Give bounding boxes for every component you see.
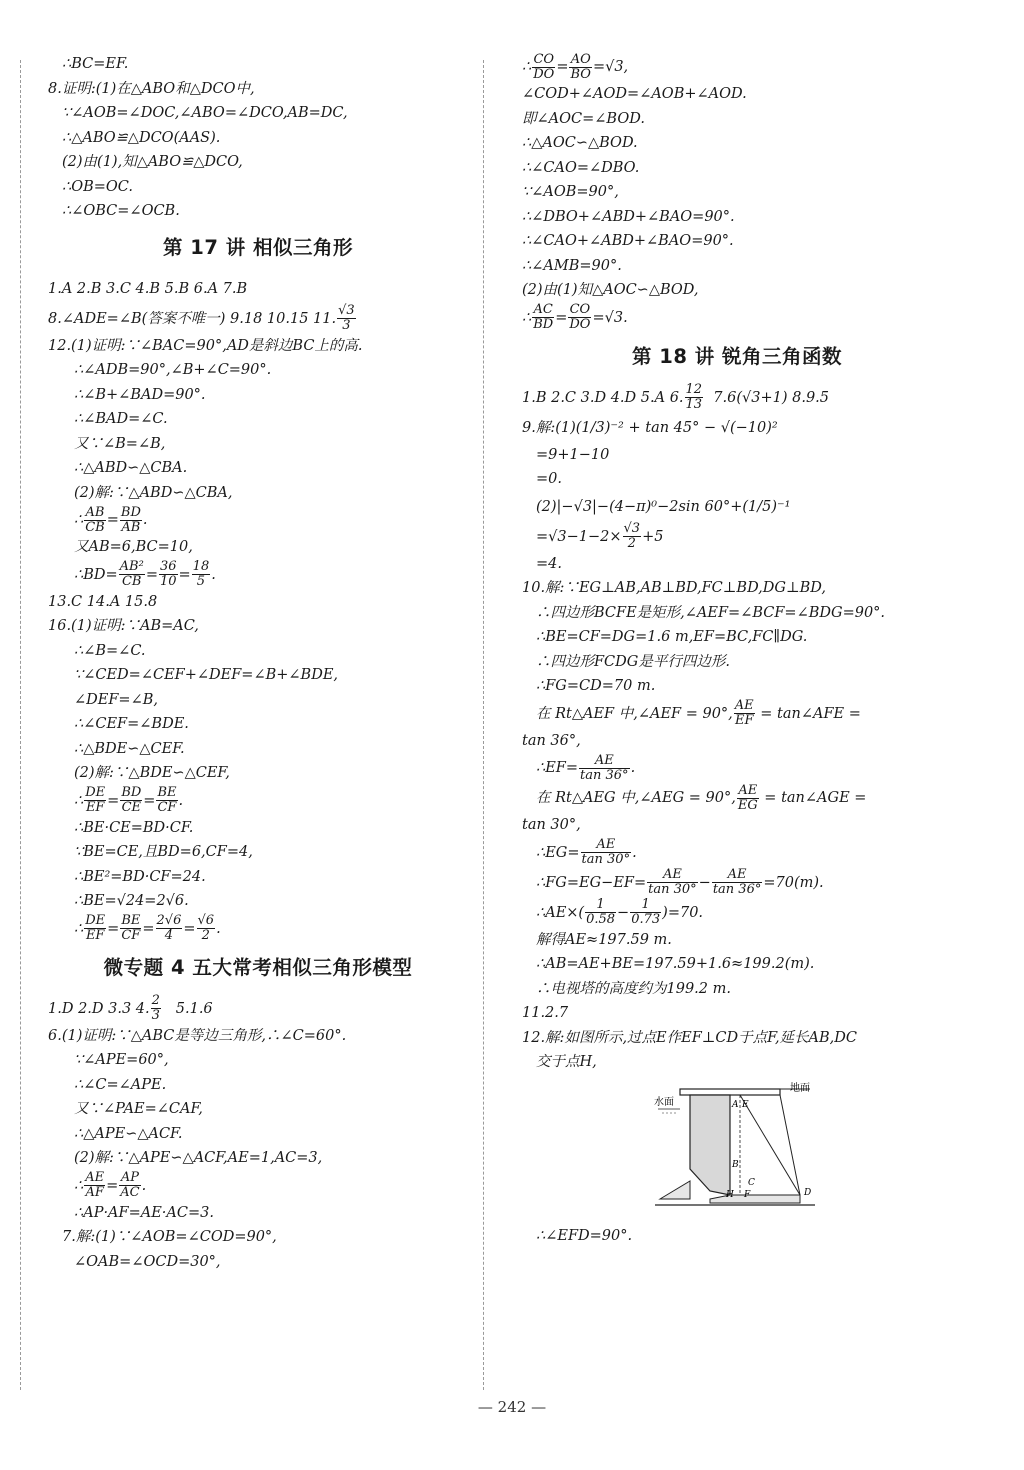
denominator: EG [737, 797, 758, 813]
text-line: tan 30°, [522, 817, 581, 833]
numerator: AE [734, 698, 754, 713]
fraction [623, 522, 642, 551]
text-line: ∴∠B+∠BAD=90°. [74, 386, 206, 403]
fraction [84, 1171, 105, 1200]
numerator: AE [579, 754, 630, 769]
dam-body [690, 1095, 730, 1195]
numerator: AC [533, 302, 553, 317]
denominator: 13 [685, 397, 703, 412]
denominator: DO [569, 317, 591, 332]
denominator: tan 36° [580, 767, 629, 783]
denominator: AC [120, 1185, 140, 1200]
text: . [632, 844, 637, 861]
numerator: CO [533, 51, 555, 67]
denominator: 5 [196, 574, 206, 589]
text-line: ∴FG=CD=70 m. [536, 678, 656, 694]
text: 在 Rt△AEG 中,∠AEG = 90°, [536, 790, 736, 806]
fraction [337, 304, 356, 333]
text-line: ∴BE=CF=DG=1.6 m,EF=BC,FC∥DG. [536, 629, 808, 645]
text: ∴AE×( [536, 904, 585, 921]
denominator: EF [734, 713, 754, 728]
text-line: 10.解:∵EG⊥AB,AB⊥BD,FC⊥BD,DG⊥BD, [522, 580, 827, 596]
text: ∴BD= [74, 566, 118, 583]
text-line: ∴∠DBO+∠ABD+∠BAO=90°. [522, 208, 735, 225]
text-line: 又∵∠B=∠B, [74, 435, 166, 452]
numerator: CO [569, 302, 591, 317]
text-line: ∴∠OBC=∠OCB. [62, 203, 180, 219]
section-title-w4: 微专题 4 五大常考相似三角形模型 [103, 955, 413, 979]
fraction [151, 994, 161, 1023]
text-line: ∴BC=EF. [62, 56, 129, 72]
text: =√3−1−2× [536, 528, 622, 545]
ratio-line: ∴ $\frac{DE}{EF}$ = $\frac{BE}{CF}$ = $\frac{2√6}{4}$ = $\frac{√6}{2}$ . [74, 913, 221, 943]
point-label: E [742, 1099, 749, 1110]
text-line: (2)解:∵△ABD∽△CBA, [74, 484, 233, 501]
ratio-line: ∴BD= $\frac{\text{AB²}}{CB}$ = $\frac{36}{10}$ = $\frac{18}{5}$ . [74, 559, 216, 589]
text-line: ∵∠AOB=90°, [522, 184, 619, 200]
denominator: tan 36° [712, 882, 762, 897]
text-line: ∴∠CAO+∠ABD+∠BAO=90°. [522, 233, 734, 249]
ratio-line: ∴ $\frac{DE}{EF}$ = $\frac{BD}{CE}$ = $\frac{BE}{CF}$ . [74, 785, 184, 815]
text-line: ∴△AOC∽△BOD. [522, 135, 638, 151]
dam-figure [650, 1081, 830, 1216]
text-line: ∵∠APE=60°, [74, 1052, 169, 1068]
fraction [647, 868, 698, 897]
denominator: 2 [201, 928, 210, 943]
point-label: H [726, 1189, 734, 1200]
section-title-17: 第 17 讲 相似三角形 [162, 235, 353, 259]
text-line: ∴OB=OC. [62, 178, 133, 195]
fraction [630, 898, 661, 927]
text-line: 9.解:(1)(1/3)⁻² + tan 45° − √(−10)² [522, 419, 778, 436]
text: =√3. [592, 309, 628, 326]
ratio-line: ∴ $\frac{AE}{AF}$ = $\frac{AP}{AC}$ . [74, 1170, 147, 1200]
denominator: 2 [627, 536, 636, 551]
numerator: 36 [159, 559, 177, 574]
point-label: A [732, 1099, 739, 1110]
numerator: BE [121, 913, 141, 928]
text-line: (2)由(1),知△ABO≌△DCO, [62, 154, 243, 170]
choice-answers [48, 994, 468, 1024]
text-line: (2)解:∵△APE∽△ACF,AE=1,AC=3, [74, 1150, 323, 1166]
text-line: ∴∠CEF=∠BDE. [74, 716, 189, 732]
denominator: CF [157, 800, 177, 815]
text-line: ∴四边形FCDG是平行四边形. [536, 653, 730, 670]
fraction [84, 914, 106, 943]
text: 7.6(√3+1) 8.9.5 [713, 389, 830, 406]
numerator: AE [738, 782, 758, 798]
text: 1.B 2.C 3.D 4.D 5.A 6. [522, 389, 684, 406]
choice-answers: 1.A 2.B 3.C 4.B 5.B 6.A 7.B [48, 280, 248, 297]
text-line: ∴∠EFD=90°. [536, 1227, 633, 1244]
fraction [579, 754, 630, 783]
denominator: 0.73 [631, 912, 661, 927]
page-number: — 242 — [477, 1398, 547, 1416]
text-line: 13.C 14.A 15.8 [48, 593, 158, 610]
numerator: AO [570, 51, 591, 67]
fraction [192, 560, 211, 589]
text-line: ∴△APE∽△ACF. [74, 1125, 183, 1142]
text-line: 12.(1)证明:∵∠BAC=90°,AD是斜边BC上的高. [48, 337, 363, 354]
denominator: CB [121, 574, 142, 589]
text: ∴FG=EG−EF= [536, 874, 647, 891]
text-line: (2)|−√3|−(4−π)⁰−2sin 60°+(1/5)⁻¹ [536, 498, 791, 515]
numerator: BD [120, 504, 141, 520]
text: . [630, 760, 636, 776]
fraction [568, 303, 591, 332]
text-line: 12.解:如图所示,过点E作EF⊥CD于点F,延长AB,DC [522, 1029, 858, 1046]
ratio-line: ∴ $\frac{AC}{BD}$ = $\frac{CO}{DO}$ =√3. [522, 302, 628, 332]
text-line: 16.(1)证明:∵AB=AC, [48, 618, 199, 634]
text-line: ∵∠CED=∠CEF+∠DEF=∠B+∠BDE, [74, 667, 339, 683]
section-title-18: 第 18 讲 锐角三角函数 [631, 344, 842, 368]
text-line: ∴∠ADB=90°,∠B+∠C=90°. [74, 362, 272, 378]
text-line: 交于点H, [536, 1054, 597, 1070]
fraction [569, 53, 591, 82]
fraction [532, 303, 554, 332]
text-line: 解得AE≈197.59 m. [536, 931, 672, 948]
text-line: ∴∠B=∠C. [74, 642, 146, 659]
text-line: 7.解:(1)∵∠AOB=∠COD=90°, [62, 1229, 277, 1245]
numerator: √6 [197, 913, 215, 928]
fraction [685, 383, 704, 412]
fraction [159, 560, 178, 589]
numerator: 2 [151, 993, 160, 1008]
point-label: F [744, 1189, 751, 1200]
text-line: ∠COD+∠AOD=∠AOB+∠AOD. [522, 86, 747, 102]
ratio-line [522, 699, 952, 729]
text-line: ∴AP·AF=AE·AC=3. [74, 1204, 214, 1221]
text: = tan∠AFE = [755, 705, 861, 722]
text-line: ∴BE·CE=BD·CF. [74, 819, 194, 836]
ratio-line [522, 753, 952, 783]
text-line: ∴AB=AE+BE=197.59+1.6≈199.2(m). [536, 956, 815, 972]
point-label: B [732, 1159, 739, 1170]
left-slope [660, 1181, 690, 1199]
fraction [532, 53, 555, 82]
text-line: ∴∠BAD=∠C. [74, 411, 168, 427]
text: 8.∠ADE=∠B(答案不唯一) 9.18 10.15 11. [48, 310, 337, 327]
numerator: AE [581, 838, 632, 853]
numerator: DE [85, 785, 106, 800]
text-line: ∠DEF=∠B, [74, 691, 158, 708]
fraction [120, 914, 141, 943]
text-line: 6.(1)证明:∵△ABC是等边三角形,∴∠C=60°. [48, 1027, 347, 1044]
top-beam [680, 1089, 780, 1095]
text-line: =0. [536, 471, 562, 487]
right-column [522, 52, 952, 1248]
denominator: 3 [342, 318, 351, 333]
text: =√3, [592, 59, 629, 75]
left-margin-rule [20, 60, 21, 1390]
numerator: AP [120, 1170, 140, 1185]
fraction [120, 786, 142, 815]
numerator: AE [647, 868, 698, 883]
denominator: 10 [159, 574, 177, 589]
text: +5 [642, 528, 664, 545]
numerator: 1 [585, 898, 616, 913]
fraction [197, 914, 216, 943]
fraction [737, 784, 759, 813]
numerator: 18 [192, 559, 210, 574]
ratio-line: ∴AE×( $\frac{1}{0.58}$ − $\frac{1}{0.73}$ )=70. [536, 897, 704, 927]
fraction [156, 786, 177, 815]
ground-label: 地面 [790, 1082, 810, 1094]
text-line: ∴电视塔的高度约为199.2 m. [536, 980, 731, 997]
point-label: D [804, 1187, 812, 1198]
text-line: ∴∠CAO=∠DBO. [522, 159, 640, 176]
numerator: AE [85, 1170, 105, 1185]
numerator: √3 [623, 521, 641, 536]
denominator: CB [85, 519, 105, 535]
ratio-line [522, 783, 952, 813]
ratio-line: ∴FG=EG−EF= $\frac{AE}{\tan 30^\circ}$ − $\frac{AE}{\tan 36^\circ}$ =70(m). [536, 867, 824, 897]
denominator: 0.58 [586, 912, 616, 927]
denominator: BO [570, 66, 591, 82]
ratio-line [522, 838, 952, 868]
base-slab [710, 1195, 800, 1203]
water-label: 水面 [654, 1096, 674, 1108]
choice-answers [522, 383, 952, 413]
fraction [581, 838, 632, 867]
fraction [156, 914, 183, 943]
text: )=70. [662, 904, 704, 921]
numerator: √3 [338, 303, 355, 318]
text-line: ∴∠AMB=90°. [522, 257, 622, 274]
denominator: 4 [164, 928, 174, 943]
denominator: BD [533, 317, 554, 332]
text-line: 8.证明:(1)在△ABO和△DCO中, [48, 80, 255, 97]
numerator: AB [85, 504, 105, 520]
left-column [48, 52, 468, 1274]
text-line: ∴△BDE∽△CEF. [74, 740, 185, 757]
text-line: ∵∠AOB=∠DOC,∠ABO=∠DCO,AB=DC, [62, 105, 348, 121]
denominator: EF [85, 928, 105, 943]
denominator: DO [533, 66, 555, 82]
text: = tan∠AGE = [759, 790, 867, 806]
numerator: 12 [685, 382, 703, 397]
text-line: ∴四边形BCFE是矩形,∠AEF=∠BCF=∠BDG=90°. [536, 604, 886, 621]
numerator: BD [121, 785, 142, 800]
fraction [120, 506, 142, 535]
text: =70(m). [763, 874, 824, 891]
point-label: C [748, 1177, 755, 1188]
numerator: 2√6 [156, 913, 182, 928]
text-line: 即∠AOC=∠BOD. [522, 110, 645, 127]
denominator: AF [85, 1185, 104, 1200]
text-line: ∵BE=CE,且BD=6,CF=4, [74, 844, 253, 860]
text: ∴EF= [536, 760, 579, 776]
fraction [84, 506, 106, 535]
slope-line [780, 1095, 800, 1195]
ratio-line: ∴ $\frac{CO}{DO}$ = $\frac{AO}{BO}$ =√3, [522, 51, 629, 82]
denominator: EF [85, 800, 105, 815]
text-line: ∴BE²=BD·CF=24. [74, 868, 206, 885]
numerator: AB² [119, 559, 144, 574]
text: 1.D 2.D 3.3 4. [48, 1000, 150, 1017]
denominator: AB [121, 519, 141, 535]
text-line: ∠OAB=∠OCD=30°, [74, 1253, 221, 1270]
fill-answers [48, 304, 468, 334]
text: 5.1.6 [175, 1000, 213, 1017]
denominator: tan 30° [648, 882, 697, 897]
text: ∴EG= [536, 844, 580, 861]
text: 在 Rt△AEF 中,∠AEF = 90°, [536, 705, 733, 722]
denominator: tan 30° [581, 852, 631, 867]
numerator: DE [85, 913, 106, 928]
text-line: tan 36°, [522, 732, 581, 749]
text-line: 又AB=6,BC=10, [74, 539, 193, 555]
ratio-line [522, 522, 952, 552]
numerator: 1 [630, 898, 661, 913]
text-line: (2)由(1)知△AOC∽△BOD, [522, 282, 699, 298]
fraction [84, 786, 106, 815]
text-line: ∴BE=√24=2√6. [74, 893, 189, 909]
numerator: BE [157, 785, 177, 800]
text-line: 又∵∠PAE=∠CAF, [74, 1101, 203, 1117]
text-line: ∴△ABO≌△DCO(AAS). [62, 129, 221, 146]
text-line: (2)解:∵△BDE∽△CEF, [74, 765, 230, 781]
denominator: CE [121, 800, 142, 815]
fraction [585, 898, 616, 927]
fraction [119, 1171, 140, 1200]
numerator: AE [712, 868, 763, 883]
fraction [734, 699, 755, 728]
text-line: 11.2.7 [522, 1005, 569, 1021]
fraction [119, 560, 145, 589]
text-line: ∴△ABD∽△CBA. [74, 460, 188, 476]
text-line: =9+1−10 [536, 446, 610, 463]
denominator: CF [121, 928, 141, 943]
ratio-line: ∴ $\frac{AB}{CB}$ = $\frac{BD}{AB}$ . [74, 504, 148, 535]
denominator: 3 [151, 1008, 160, 1023]
fraction [712, 868, 763, 897]
column-divider [483, 60, 484, 1390]
text-line: ∴∠C=∠APE. [74, 1076, 167, 1093]
text-line: =4. [536, 555, 562, 572]
